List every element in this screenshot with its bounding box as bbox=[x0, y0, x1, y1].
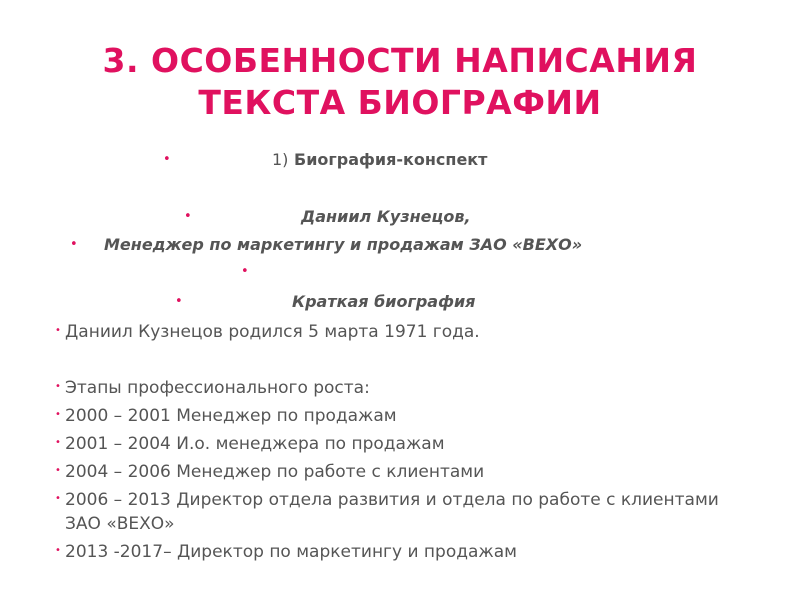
section-heading: Краткая биография bbox=[292, 292, 476, 311]
list-item bbox=[55, 460, 755, 484]
subtitle-text: Биография-конспект bbox=[294, 150, 488, 169]
bullet-dot: • bbox=[55, 381, 61, 392]
list-item bbox=[55, 404, 755, 428]
bullet-dot: • bbox=[163, 152, 171, 167]
bullet-dot: • bbox=[184, 209, 192, 224]
position-row bbox=[0, 235, 800, 259]
section-row bbox=[0, 292, 800, 316]
bullet-dot: • bbox=[55, 409, 61, 420]
bullet-dot: • bbox=[55, 325, 61, 336]
bullet-dot: • bbox=[55, 545, 61, 556]
subtitle bbox=[272, 150, 487, 170]
title-line-2: ТЕКСТА БИОГРАФИИ bbox=[198, 83, 602, 122]
biography-body bbox=[55, 320, 755, 344]
list-item bbox=[55, 432, 755, 456]
stage-text: 2013 -2017– Директор по маркетингу и продажам bbox=[65, 542, 517, 562]
bullet-dot: • bbox=[55, 465, 61, 476]
stage-text: 2006 – 2013 Директор отдела развития и отдела по работе с клиентами ЗАО «ВЕХО» bbox=[65, 490, 719, 534]
birth-text: Даниил Кузнецов родился 5 марта 1971 года. bbox=[65, 322, 480, 342]
bullet-dot: • bbox=[55, 493, 61, 504]
stages-heading: Этапы профессионального роста: bbox=[65, 378, 370, 398]
title-line-1: 3. ОСОБЕННОСТИ НАПИСАНИЯ bbox=[102, 41, 698, 80]
list-item bbox=[55, 376, 755, 400]
slide-title bbox=[60, 40, 740, 124]
bullet-dot: • bbox=[175, 294, 183, 309]
person-position: Менеджер по маркетингу и продажам ЗАО «ВЕХО» bbox=[104, 235, 583, 254]
stage-text: 2001 – 2004 И.о. менеджера по продажам bbox=[65, 434, 445, 454]
bullet-dot: • bbox=[70, 237, 78, 252]
bullet-dot: • bbox=[55, 437, 61, 448]
subtitle-row bbox=[0, 150, 800, 174]
person-name: Даниил Кузнецов, bbox=[301, 207, 471, 226]
subtitle-number: 1) bbox=[272, 150, 289, 169]
stage-text: 2004 – 2006 Менеджер по работе с клиентами bbox=[65, 462, 485, 482]
stage-text: 2000 – 2001 Менеджер по продажам bbox=[65, 406, 397, 426]
career-stages bbox=[55, 376, 755, 564]
bullet-dot: • bbox=[241, 264, 249, 279]
list-item bbox=[55, 540, 755, 564]
list-item bbox=[55, 488, 755, 536]
name-row bbox=[0, 207, 800, 231]
empty-row bbox=[0, 262, 800, 286]
list-item bbox=[55, 320, 755, 344]
